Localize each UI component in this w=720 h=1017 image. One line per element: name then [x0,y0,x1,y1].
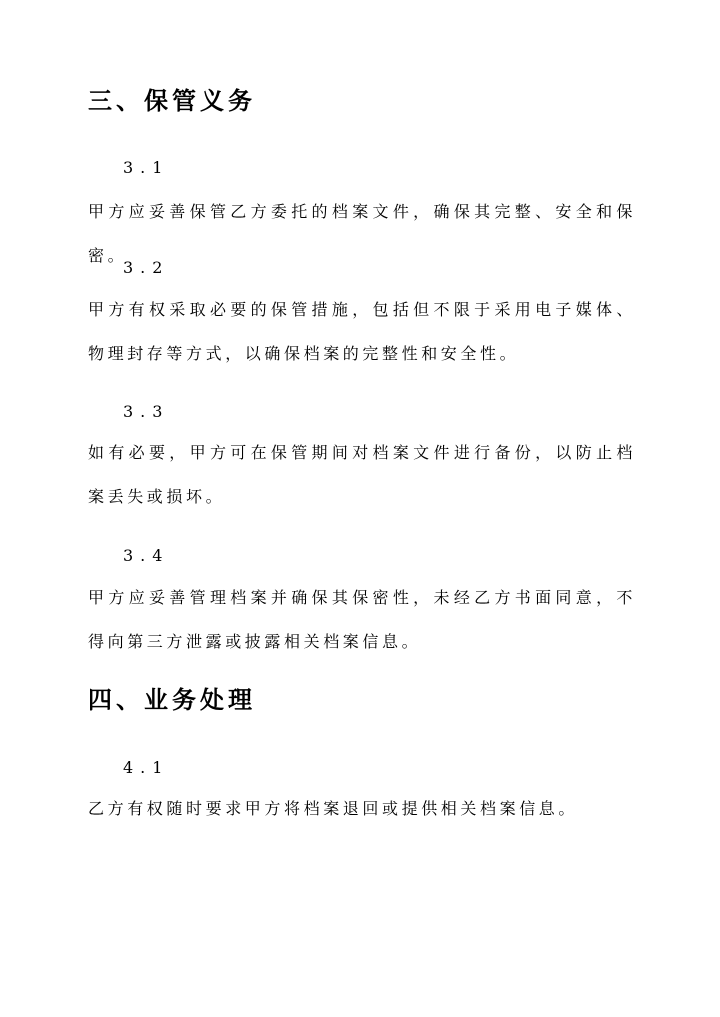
clause-text: 甲方应妥善管理档案并确保其保密性，未经乙方书面同意，不得向第三方泄露或披露相关档案信息。 [88,588,636,651]
clause-text: 甲方应妥善保管乙方委托的档案文件，确保其完整、安全和保密。 [88,202,636,265]
clause-number: 4.1 [123,758,170,777]
clause-number: 3.3 [123,402,170,421]
clause-text: 如有必要，甲方可在保管期间对档案文件进行备份，以防止档案丢失或损坏。 [88,443,636,506]
clause-text: 甲方有权采取必要的保管措施，包括但不限于采用电子媒体、物理封存等方式，以确保档案的完整性和安全性。 [88,300,636,363]
clause-number: 3.1 [123,158,170,177]
clause-text: 乙方有权随时要求甲方将档案退回或提供相关档案信息。 [88,799,579,818]
section-heading: 三、保管义务 [88,86,256,115]
section-heading: 四、业务处理 [88,685,256,714]
clause-number: 3.2 [123,258,170,277]
clause-number: 3.4 [123,546,170,565]
